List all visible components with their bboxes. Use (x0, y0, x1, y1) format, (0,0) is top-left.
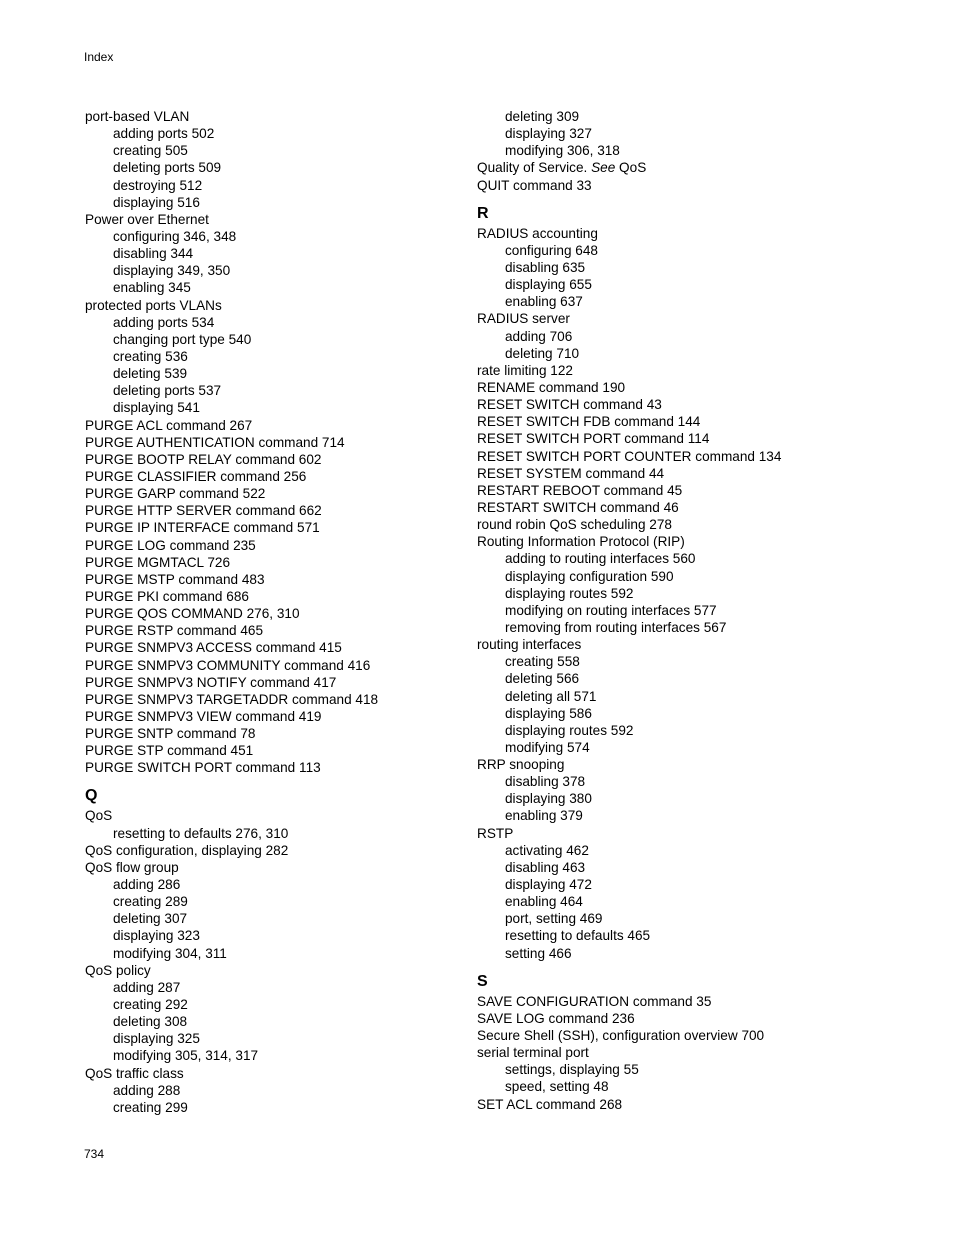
see-target: QoS (615, 160, 647, 176)
index-subentry: deleting 309 (505, 109, 580, 124)
index-entry-text: Quality of Service. (477, 160, 592, 176)
index-entry: RESET SWITCH command 43 (477, 397, 662, 413)
index-entry: RESET SWITCH FDB command 144 (477, 414, 701, 430)
index-entry: routing interfaces (477, 637, 582, 653)
index-subentry: displaying 380 (505, 791, 592, 807)
index-entry: RENAME command 190 (477, 379, 626, 395)
index-entry: PURGE SWITCH PORT command 113 (85, 760, 321, 776)
index-subentry: adding 287 (113, 979, 181, 995)
index-column-left (85, 108, 485, 1116)
index-entry: rate limiting 122 (477, 362, 573, 378)
index-entry: Routing Information Protocol (RIP) (477, 534, 685, 550)
index-subentry: adding 706 (505, 328, 573, 344)
index-subentry: displaying routes 592 (505, 722, 634, 738)
index-entry: PURGE ACL command 267 (85, 417, 253, 433)
index-subentry: enabling 379 (505, 808, 583, 824)
index-entry: PURGE SNTP command 78 (85, 726, 256, 742)
index-entry: round robin QoS scheduling 278 (477, 517, 672, 533)
index-entry: PURGE PKI command 686 (85, 588, 249, 604)
index-subentry: deleting 308 (113, 1014, 188, 1030)
index-entry: RESET SYSTEM command 44 (477, 465, 665, 481)
index-subentry: deleting 539 (113, 366, 188, 382)
index-subentry: displaying 472 (505, 877, 592, 893)
index-entry: RESET SWITCH PORT COUNTER command 134 (477, 448, 782, 464)
index-subentry: port, setting 469 (505, 911, 603, 927)
index-subentry: creating 536 (113, 348, 188, 364)
index-subentry: displaying 325 (113, 1031, 200, 1047)
index-entry: PURGE MGMTACL 726 (85, 554, 231, 570)
index-column-right (477, 108, 877, 1113)
index-subentry: displaying 541 (113, 400, 200, 416)
index-entry: PURGE RSTP command 465 (85, 623, 264, 639)
index-subentry: deleting ports 537 (113, 383, 222, 399)
index-subentry: deleting 710 (505, 345, 580, 361)
index-entry: QoS policy (85, 962, 151, 978)
index-subentry: creating 558 (505, 654, 580, 670)
index-entry (477, 159, 877, 176)
index-entry: RESTART SWITCH command 46 (477, 499, 679, 515)
index-letter-heading: Q (85, 787, 98, 805)
index-subentry: enabling 637 (505, 294, 583, 310)
index-subentry: resetting to defaults 465 (505, 928, 651, 944)
index-subentry: creating 299 (113, 1099, 188, 1115)
index-entry: PURGE LOG command 235 (85, 537, 256, 553)
index-subentry: activating 462 (505, 842, 589, 858)
index-subentry: destroying 512 (113, 177, 203, 193)
index-entry: RADIUS server (477, 311, 570, 327)
index-subentry: displaying 655 (505, 277, 592, 293)
index-subentry: displaying 349, 350 (113, 263, 231, 279)
index-entry: RESET SWITCH PORT command 114 (477, 431, 710, 447)
index-subentry: enabling 345 (113, 280, 191, 296)
index-subentry: resetting to defaults 276, 310 (113, 825, 289, 841)
index-subentry: adding 288 (113, 1082, 181, 1098)
index-letter-heading: S (477, 972, 488, 990)
index-subentry: changing port type 540 (113, 331, 252, 347)
index-subentry: creating 289 (113, 894, 188, 910)
index-subentry: creating 505 (113, 143, 188, 159)
index-subentry: modifying 574 (505, 739, 590, 755)
index-subentry: removing from routing interfaces 567 (505, 619, 727, 635)
index-entry: SET ACL command 268 (477, 1096, 623, 1112)
index-entry: PURGE SNMPV3 ACCESS command 415 (85, 640, 342, 656)
index-subentry: displaying routes 592 (505, 585, 634, 601)
index-entry: SAVE LOG command 236 (477, 1010, 635, 1026)
index-subentry: setting 466 (505, 945, 572, 961)
index-entry: QoS traffic class (85, 1065, 184, 1081)
index-entry: PURGE SNMPV3 VIEW command 419 (85, 708, 322, 724)
index-subentry: speed, setting 48 (505, 1079, 609, 1095)
index-entry: PURGE SNMPV3 TARGETADDR command 418 (85, 691, 379, 707)
index-entry: serial terminal port (477, 1045, 589, 1061)
index-subentry: disabling 344 (113, 246, 194, 262)
index-subentry: modifying 305, 314, 317 (113, 1048, 259, 1064)
index-subentry: configuring 346, 348 (113, 228, 237, 244)
index-subentry: disabling 635 (505, 259, 586, 275)
index-entry: RESTART REBOOT command 45 (477, 482, 683, 498)
index-letter-heading: R (477, 204, 489, 222)
index-subentry: adding to routing interfaces 560 (505, 551, 696, 567)
index-entry: QoS configuration, displaying 282 (85, 842, 289, 858)
index-entry: port-based VLAN (85, 109, 190, 124)
index-subentry: settings, displaying 55 (505, 1062, 639, 1078)
index-subentry: modifying on routing interfaces 577 (505, 602, 717, 618)
index-entry: PURGE SNMPV3 NOTIFY command 417 (85, 674, 337, 690)
see-reference: See (591, 160, 616, 176)
index-entry: QUIT command 33 (477, 177, 592, 193)
index-entry: PURGE SNMPV3 COMMUNITY command 416 (85, 657, 371, 673)
index-entry: PURGE CLASSIFIER command 256 (85, 468, 307, 484)
index-subentry: disabling 378 (505, 774, 586, 790)
index-entry: PURGE STP command 451 (85, 743, 254, 759)
index-entry: PURGE GARP command 522 (85, 486, 266, 502)
index-subentry: modifying 306, 318 (505, 143, 620, 159)
index-entry: PURGE IP INTERFACE command 571 (85, 520, 320, 536)
index-subentry: displaying 327 (505, 126, 592, 142)
page-number: 734 (84, 1147, 105, 1161)
index-subentry: enabling 464 (505, 894, 583, 910)
index-subentry: adding ports 534 (113, 314, 215, 330)
index-entry: PURGE BOOTP RELAY command 602 (85, 451, 322, 467)
index-entry: PURGE MSTP command 483 (85, 571, 265, 587)
index-subentry: displaying 516 (113, 194, 200, 210)
index-subentry: adding ports 502 (113, 126, 215, 142)
index-subentry: deleting 307 (113, 911, 188, 927)
index-subentry: deleting all 571 (505, 688, 597, 704)
index-subentry: displaying 323 (113, 928, 200, 944)
index-entry: PURGE HTTP SERVER command 662 (85, 503, 322, 519)
index-subentry: configuring 648 (505, 242, 598, 258)
index-entry: Secure Shell (SSH), configuration overview 700 (477, 1028, 765, 1044)
index-entry: RRP snooping (477, 757, 565, 773)
index-entry: protected ports VLANs (85, 297, 222, 313)
index-subentry: deleting ports 509 (113, 160, 222, 176)
running-header: Index (84, 50, 114, 64)
index-subentry: displaying configuration 590 (505, 568, 674, 584)
index-entry: RSTP (477, 825, 514, 841)
index-entry: PURGE AUTHENTICATION command 714 (85, 434, 345, 450)
index-subentry: deleting 566 (505, 671, 580, 687)
index-entry: QoS flow group (85, 859, 179, 875)
index-subentry: modifying 304, 311 (113, 945, 227, 961)
index-entry: RADIUS accounting (477, 225, 598, 241)
index-entry: SAVE CONFIGURATION command 35 (477, 993, 712, 1009)
index-entry: QoS (85, 808, 113, 824)
index-subentry: disabling 463 (505, 859, 586, 875)
index-subentry: adding 286 (113, 877, 181, 893)
index-entry: Power over Ethernet (85, 211, 209, 227)
index-entry: PURGE QOS COMMAND 276, 310 (85, 606, 300, 622)
index-subentry: displaying 586 (505, 705, 592, 721)
index-subentry: creating 292 (113, 997, 188, 1013)
